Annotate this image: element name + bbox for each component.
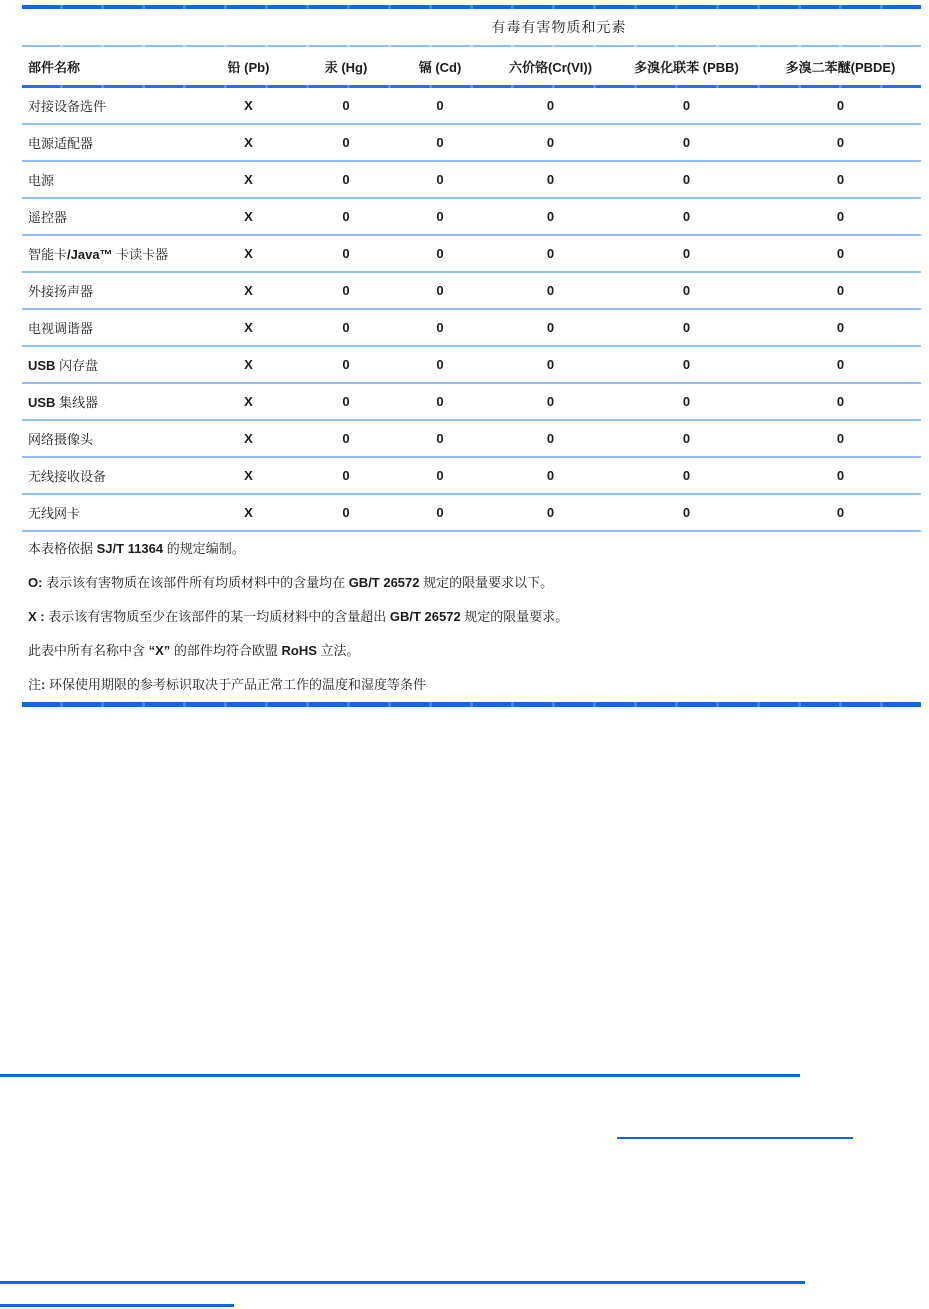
substance-value-cell: 0 — [682, 98, 691, 113]
component-name-cell: USB 集线器 — [28, 395, 99, 410]
hazardous-substances-table — [22, 5, 921, 707]
column-header-substance: 镉 (Cd) — [418, 59, 462, 75]
substance-value-cell: 0 — [682, 394, 691, 409]
substance-value-cell: 0 — [836, 135, 845, 150]
substance-value-cell: X — [244, 357, 253, 372]
divider-line-upper — [0, 1074, 800, 1077]
table-footnotes — [22, 532, 921, 702]
column-header-substance: 汞 (Hg) — [324, 59, 368, 75]
substance-value-cell: 0 — [836, 505, 845, 520]
table-row — [22, 421, 921, 458]
substance-value-cell: 0 — [836, 468, 845, 483]
substance-value-cell: 0 — [682, 320, 691, 335]
substance-value-cell: 0 — [436, 98, 444, 113]
spanning-header-label: 有毒有害物质和元素 — [491, 19, 627, 35]
substance-value-cell: 0 — [836, 209, 845, 224]
table-header-row — [22, 47, 921, 85]
table-row — [22, 199, 921, 236]
substance-value-cell: 0 — [836, 357, 845, 372]
substance-value-cell: 0 — [546, 505, 555, 520]
table-row — [22, 458, 921, 495]
substance-value-cell: 0 — [682, 209, 691, 224]
component-name-cell: 智能卡/Java™ 卡读卡器 — [28, 247, 169, 262]
substance-value-cell: 0 — [436, 135, 444, 150]
substance-value-cell: 0 — [546, 468, 555, 483]
column-header-substance: 六价铬(Cr(VI)) — [508, 59, 593, 75]
substance-value-cell: X — [244, 505, 253, 520]
substance-value-cell: 0 — [546, 283, 555, 298]
substance-value-cell: 0 — [436, 209, 444, 224]
table-body — [22, 88, 921, 532]
column-header-substance: 铅 (Pb) — [227, 59, 270, 75]
substance-value-cell: 0 — [836, 394, 845, 409]
component-name-cell: 网络摄像头 — [28, 432, 94, 447]
substance-value-cell: X — [244, 246, 253, 261]
substance-value-cell: 0 — [342, 505, 350, 520]
substance-value-cell: 0 — [436, 283, 444, 298]
substance-value-cell: 0 — [546, 172, 555, 187]
component-name-cell: 电源 — [28, 173, 55, 188]
substance-value-cell: 0 — [546, 320, 555, 335]
table-bottom-border — [22, 702, 921, 707]
component-name-cell: 电源适配器 — [28, 136, 94, 151]
substance-value-cell: X — [244, 320, 253, 335]
substance-value-cell: 0 — [546, 394, 555, 409]
table-row — [22, 347, 921, 384]
table-row — [22, 162, 921, 199]
substance-value-cell: 0 — [342, 394, 350, 409]
component-name-cell: 外接扬声器 — [28, 284, 94, 299]
substance-value-cell: X — [244, 135, 253, 150]
substance-value-cell: 0 — [682, 357, 691, 372]
table-footnote: 本表格依据 SJ/T 11364 的规定编制。 — [28, 541, 245, 556]
substance-value-cell: 0 — [682, 431, 691, 446]
substance-value-cell: 0 — [342, 172, 350, 187]
substance-value-cell: 0 — [546, 98, 555, 113]
substance-value-cell: 0 — [836, 431, 845, 446]
table-spanning-header-row — [22, 9, 921, 45]
substance-value-cell: 0 — [682, 135, 691, 150]
column-header-substance: 多溴二苯醚(PBDE) — [785, 59, 896, 75]
substance-value-cell: 0 — [342, 98, 350, 113]
substance-value-cell: 0 — [682, 505, 691, 520]
table-row — [22, 88, 921, 125]
substance-value-cell: 0 — [342, 357, 350, 372]
component-name-cell: 对接设备选件 — [28, 99, 107, 114]
substance-value-cell: 0 — [342, 135, 350, 150]
substance-value-cell: X — [244, 98, 253, 113]
substance-value-cell: X — [244, 209, 253, 224]
table-row — [22, 310, 921, 347]
substance-value-cell: 0 — [546, 135, 555, 150]
substance-value-cell: 0 — [436, 172, 444, 187]
table-footnote: O: 表示该有害物质在该部件所有均质材料中的含量均在 GB/T 26572 规定的限量要求以下。 — [28, 575, 554, 590]
substance-value-cell: 0 — [342, 320, 350, 335]
component-name-cell: 无线网卡 — [28, 506, 81, 521]
substance-value-cell: 0 — [342, 283, 350, 298]
table-footnote: X : 表示该有害物质至少在该部件的某一均质材料中的含量超出 GB/T 26572 规定的限量要求。 — [28, 609, 569, 624]
substance-value-cell: 0 — [836, 98, 845, 113]
substance-value-cell: 0 — [436, 246, 444, 261]
substance-value-cell: X — [244, 468, 253, 483]
table-row — [22, 125, 921, 162]
column-header-substance: 多溴化联苯 (PBB) — [634, 59, 739, 75]
table-row — [22, 384, 921, 421]
table-footnote: 此表中所有名称中含 “X” 的部件均符合欧盟 RoHS 立法。 — [28, 643, 360, 658]
substance-value-cell: 0 — [546, 209, 555, 224]
component-name-cell: 电视调谐器 — [28, 321, 94, 336]
substance-value-cell: 0 — [682, 246, 691, 261]
substance-value-cell: 0 — [436, 431, 444, 446]
substance-value-cell: 0 — [546, 246, 555, 261]
substance-value-cell: 0 — [436, 468, 444, 483]
component-name-cell: USB 闪存盘 — [28, 358, 99, 373]
divider-line-lower — [0, 1281, 805, 1284]
substance-value-cell: 0 — [342, 431, 350, 446]
substance-value-cell: 0 — [682, 468, 691, 483]
substance-value-cell: 0 — [546, 357, 555, 372]
substance-value-cell: 0 — [342, 246, 350, 261]
substance-value-cell: 0 — [682, 172, 691, 187]
table-footnote: 注: 环保使用期限的参考标识取决于产品正常工作的温度和湿度等条件 — [28, 677, 426, 692]
substance-value-cell: 0 — [342, 468, 350, 483]
substance-value-cell: 0 — [546, 431, 555, 446]
substance-value-cell: 0 — [436, 357, 444, 372]
substance-value-cell: 0 — [836, 320, 845, 335]
substance-value-cell: 0 — [682, 283, 691, 298]
table-row — [22, 236, 921, 273]
substance-value-cell: X — [244, 431, 253, 446]
component-name-cell: 遥控器 — [28, 210, 68, 225]
substance-value-cell: 0 — [436, 320, 444, 335]
substance-value-cell: X — [244, 172, 253, 187]
substance-value-cell: 0 — [836, 172, 845, 187]
column-header-component: 部件名称 — [28, 59, 81, 75]
substance-value-cell: 0 — [436, 505, 444, 520]
link-underline — [617, 1137, 853, 1139]
substance-value-cell: 0 — [436, 394, 444, 409]
footnote-divider-line — [0, 1304, 234, 1307]
substance-value-cell: 0 — [836, 283, 845, 298]
substance-value-cell: X — [244, 283, 253, 298]
substance-value-cell: 0 — [342, 209, 350, 224]
component-name-cell: 无线接收设备 — [28, 469, 107, 484]
substance-value-cell: 0 — [836, 246, 845, 261]
substance-value-cell: X — [244, 394, 253, 409]
table-row — [22, 495, 921, 532]
table-row — [22, 273, 921, 310]
